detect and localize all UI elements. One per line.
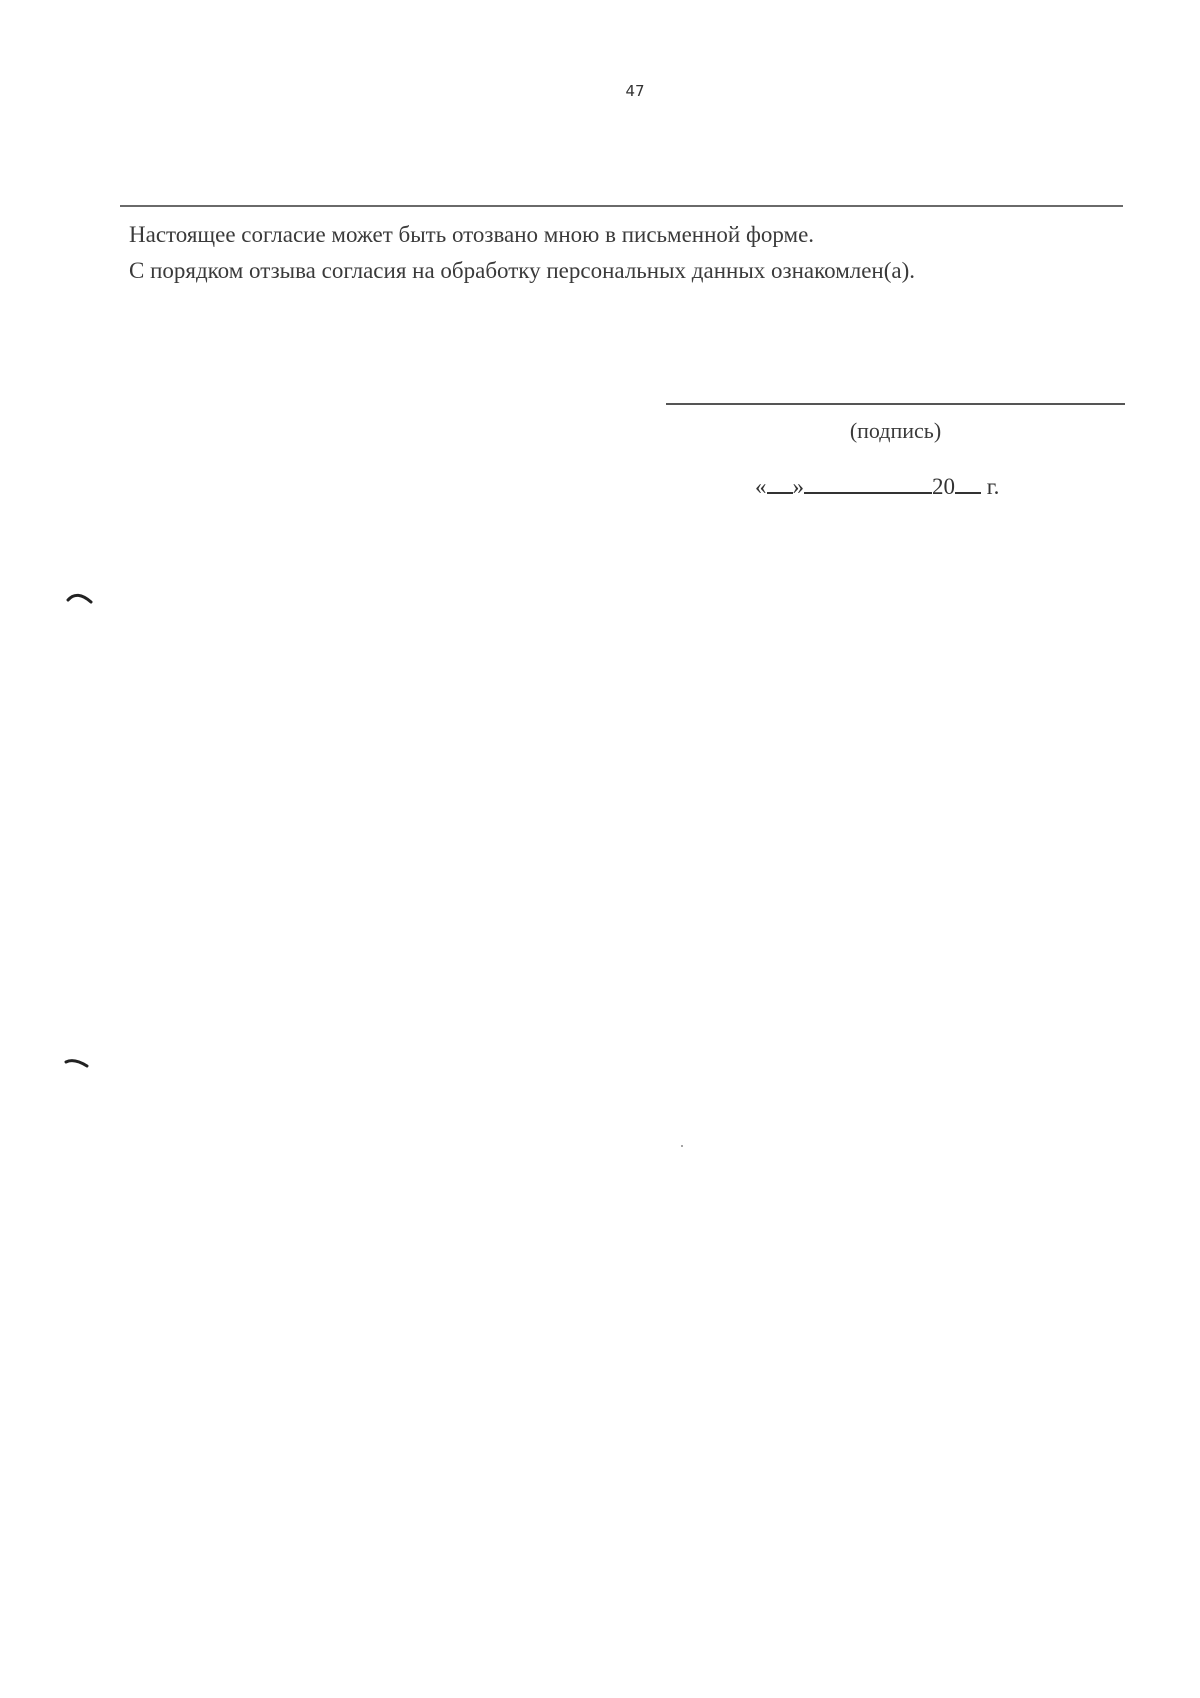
date-close-quote: » — [792, 474, 804, 499]
date-open-quote: « — [755, 474, 767, 499]
consent-statement-line-2: С порядком отзыва согласия на обработку персональных данных ознакомлен(а). — [129, 258, 916, 283]
top-rule — [120, 205, 1123, 207]
scan-dot — [681, 1145, 683, 1147]
signature-line — [666, 403, 1125, 405]
date-day-blank — [767, 472, 793, 494]
date-line — [755, 472, 999, 500]
date-month-blank — [804, 472, 932, 494]
signature-caption: (подпись) — [849, 418, 942, 443]
consent-statement-line-1: Настоящее согласие может быть отозвано мною в письменной форме. — [129, 222, 815, 247]
date-year-suffix: г. — [986, 474, 1000, 499]
page-number: 47 — [625, 82, 645, 100]
date-year-blank — [955, 472, 981, 494]
date-century: 20 — [932, 474, 955, 499]
scan-mark-upper — [66, 592, 94, 608]
scan-mark-lower — [64, 1056, 90, 1072]
